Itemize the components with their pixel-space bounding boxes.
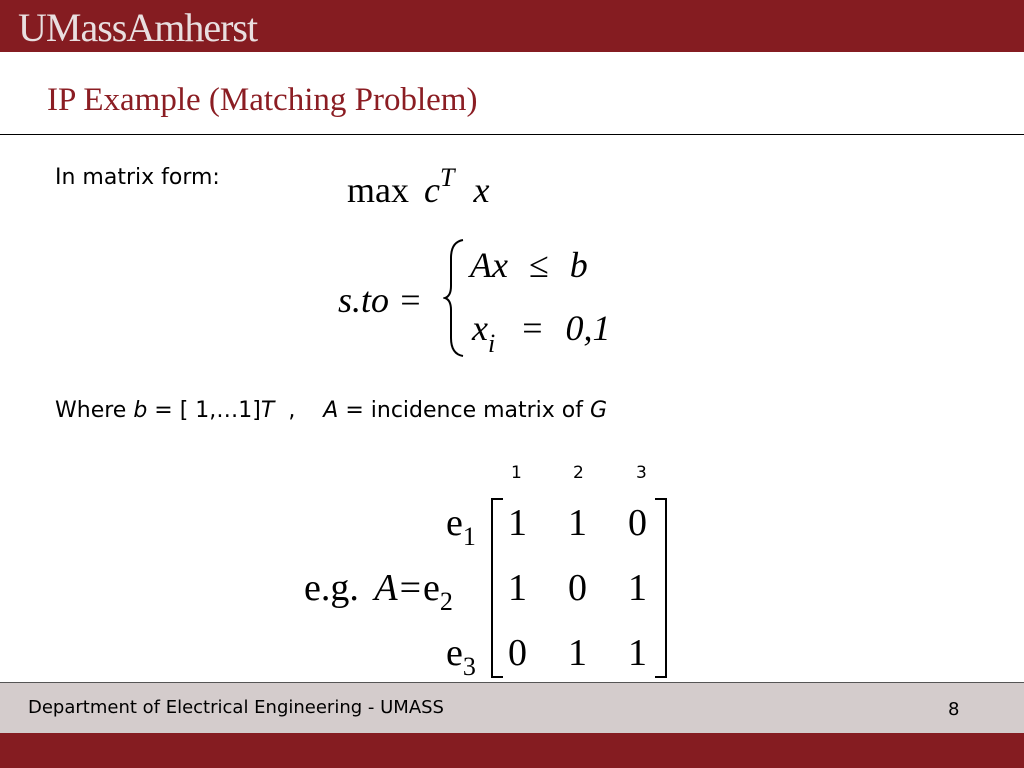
umass-logo: UMassAmherst	[18, 5, 258, 50]
c-vector: c	[423, 170, 440, 210]
matrix-cell: 1	[568, 502, 587, 544]
a-symbol: A	[323, 398, 339, 423]
separator: ,	[274, 398, 324, 423]
eg-text: e.g.	[304, 567, 359, 609]
column-header-2: 2	[573, 463, 584, 483]
matrix-cell: 1	[628, 632, 647, 674]
bottom-bar	[0, 733, 1024, 768]
matrix-cell: 1	[508, 567, 527, 609]
page-number: 8	[948, 699, 960, 720]
a-definition: = incidence matrix of	[338, 398, 591, 423]
leq-operator: ≤	[528, 245, 549, 285]
row-label-e2: e	[423, 567, 440, 609]
i-subscript: i	[487, 329, 496, 358]
matrix-cell: 1	[508, 502, 527, 544]
matrix-cell: 0	[568, 567, 587, 609]
b-transpose: T	[260, 398, 275, 423]
objective-function	[347, 163, 490, 214]
title-divider	[0, 134, 1024, 135]
column-header-3: 3	[636, 463, 647, 483]
matrix-a-symbol: A	[374, 567, 398, 609]
g-symbol: G	[590, 398, 608, 423]
max-label: max	[347, 170, 409, 210]
matrix-cell: 0	[628, 502, 647, 544]
b-definition: = [ 1,…1]	[147, 398, 261, 423]
row-label-e1: $e_1$	[446, 502, 476, 551]
x-vector: x	[473, 170, 490, 210]
ax-term: Ax	[470, 245, 508, 285]
b-term: b	[569, 245, 588, 285]
footer-department: Department of Electrical Engineering - UMASS	[28, 697, 444, 718]
where-prefix: Where	[55, 398, 134, 423]
matrix-cell: 0	[508, 632, 527, 674]
transpose-superscript: T	[439, 163, 455, 192]
b-symbol: b	[133, 398, 148, 423]
eg-a-label: e.g. $A=e_2$	[304, 567, 453, 616]
row-label-e3: $e_3$	[446, 632, 476, 681]
constraint-row-2	[472, 308, 611, 358]
intro-text: In matrix form:	[55, 165, 220, 190]
matrix-cell: 1	[568, 632, 587, 674]
equals-operator: =	[522, 308, 543, 348]
where-line	[55, 398, 607, 424]
slide-title: IP Example (Matching Problem)	[47, 82, 478, 118]
equals-sign: =	[399, 567, 422, 609]
left-brace	[443, 238, 467, 358]
matrix-cell: 1	[628, 567, 647, 609]
subject-to-label: s.to =	[338, 280, 423, 320]
binary-values: 0,1	[565, 308, 611, 348]
constraint-row-1	[470, 245, 588, 285]
column-header-1: 1	[511, 463, 522, 483]
xi-term: x	[472, 308, 488, 348]
